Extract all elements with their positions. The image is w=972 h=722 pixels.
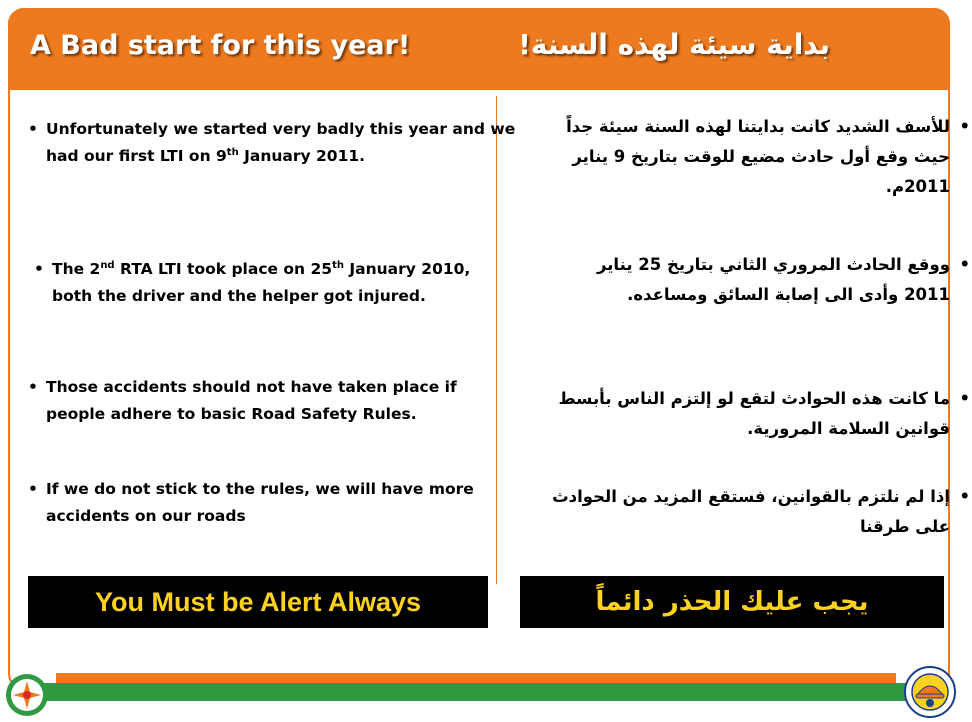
- left-bullet-1: [24, 116, 522, 170]
- left-bullet-4-text: If we do not stick to the rules, we will have more accidents on our roads: [46, 480, 474, 525]
- company-logo-icon: [4, 672, 50, 718]
- title-english: A Bad start for this year!: [30, 30, 411, 61]
- right-bullet-4-text: إذا لم نلتزم بالقوانين، فستقع المزيد من الحوادث على طرقنا: [552, 487, 950, 536]
- right-bullet-2: [548, 250, 972, 310]
- bullet-dot: •: [28, 120, 38, 138]
- right-bullet-3: [510, 384, 972, 444]
- ordinal-suffix: th: [226, 146, 239, 158]
- ordinal-suffix: th: [332, 259, 344, 271]
- bullet-dot: •: [959, 487, 970, 506]
- left-bullet-3: [24, 374, 496, 428]
- left-bullet-4: [24, 476, 506, 530]
- right-bullet-3-text: ما كانت هذه الحوادث لتقع لو إلتزم الناس بأبسط قوانين السلامة المرورية.: [558, 389, 950, 438]
- right-bullet-2-text: ووقع الحادث المروري الثاني بتاريخ 25 يناير 2011 وأدى الى إصابة السائق ومساعده.: [596, 255, 950, 304]
- alert-banner-arabic-text: يجب عليك الحذر دائماً: [595, 587, 869, 617]
- left-bullet-1-text: Unfortunately we started very badly this year and we had our first LTI on 9: [46, 120, 516, 165]
- bullet-dot: •: [28, 378, 38, 396]
- bullet-dot: •: [959, 255, 970, 274]
- alert-banner-english: [28, 576, 488, 628]
- left-bullet-2-end: January 2010, both the driver and the helper got injured.: [52, 260, 471, 305]
- safety-is-teamwork-logo-icon: [904, 666, 956, 718]
- left-bullet-3-text: Those accidents should not have taken place if people adhere to basic Road Safety Rules.: [46, 378, 457, 423]
- title-arabic: بداية سيئة لهذه السنة!: [518, 28, 830, 61]
- left-bullet-2: [30, 256, 502, 310]
- right-bullet-4: [520, 482, 972, 542]
- bullet-dot: •: [34, 260, 44, 278]
- bullet-dot: •: [959, 117, 970, 136]
- right-bullet-1: [540, 112, 972, 202]
- left-bullet-1-end: January 2011.: [238, 147, 366, 165]
- left-bullet-2-text: The 2: [52, 260, 101, 278]
- bullet-dot: •: [959, 389, 970, 408]
- title-bar: [8, 8, 950, 90]
- bullet-dot: •: [28, 480, 38, 498]
- left-bullet-2-mid: RTA LTI took place on 25: [114, 260, 333, 278]
- footer-orange-stripe: [56, 673, 896, 683]
- ordinal-suffix: nd: [100, 259, 115, 271]
- alert-banner-english-text: You Must be Alert Always: [94, 586, 422, 617]
- footer-green-stripe: [44, 683, 914, 701]
- right-bullet-1-text: للأسف الشديد كانت بدايتنا لهذه السنة سيئة جداً حيث وقع أول حادث مضيع للوقت بتاريخ 9 يناير 2011م.: [566, 117, 950, 196]
- alert-banner-arabic: [520, 576, 944, 628]
